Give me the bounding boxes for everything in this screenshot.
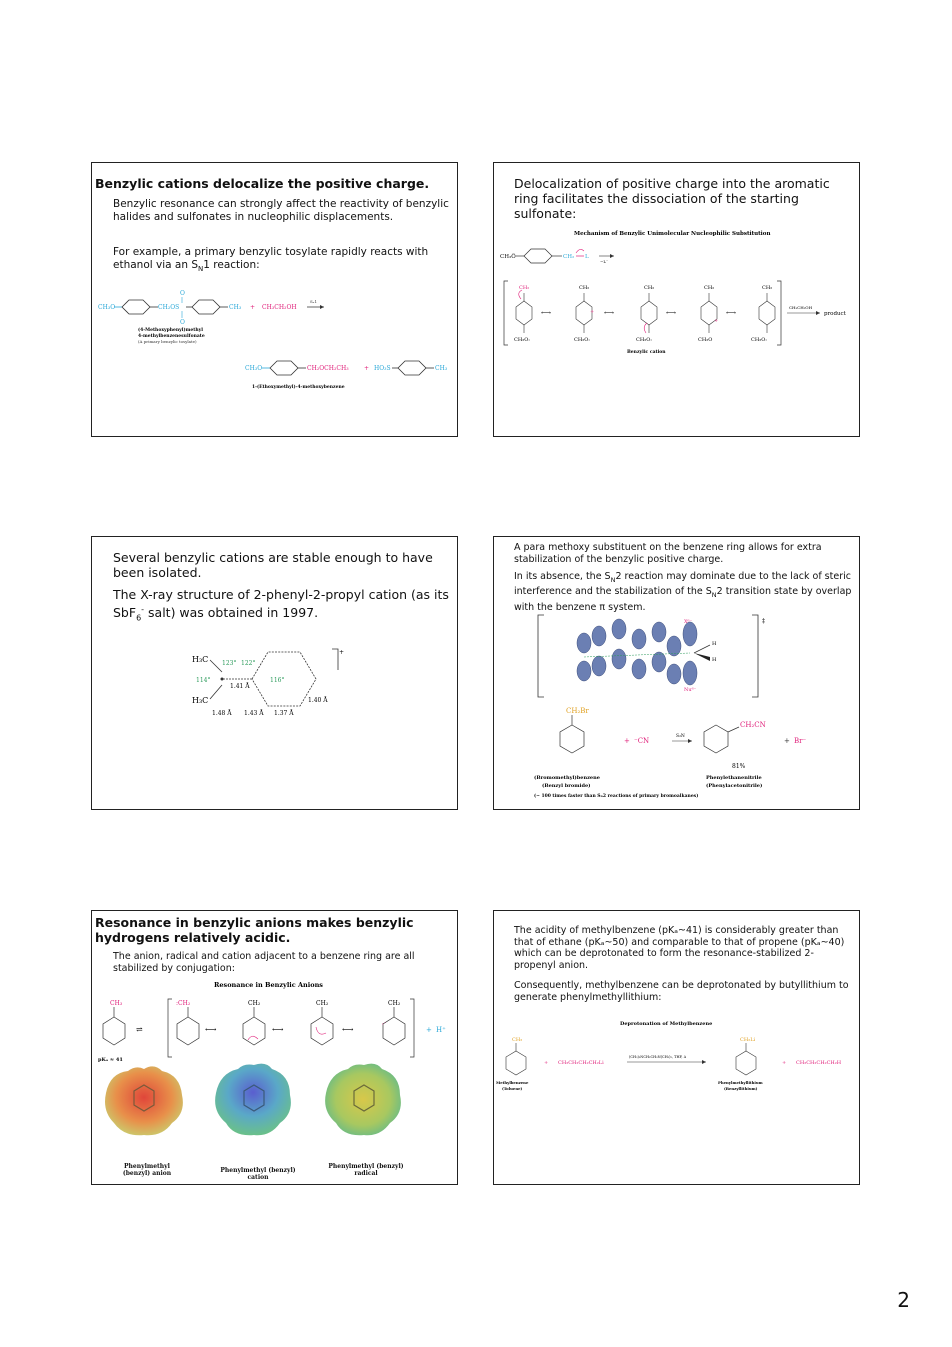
svg-text:Mechanism of Benzylic Unimolec: Mechanism of Benzylic Unimolecular Nucleophilic Substitution bbox=[574, 231, 771, 237]
svg-text:(Bromomethyl)benzene: (Bromomethyl)benzene bbox=[534, 775, 600, 781]
svg-text:⇌: ⇌ bbox=[136, 1025, 143, 1034]
svg-text:pKₐ ≈ 41: pKₐ ≈ 41 bbox=[98, 1057, 123, 1063]
map-caption: Phenylmethyl (benzyl) anion bbox=[122, 1163, 172, 1177]
svg-text:1.40 Å: 1.40 Å bbox=[308, 697, 328, 704]
svg-text:123°: 123° bbox=[222, 660, 237, 667]
slide-title: Resonance in benzylic anions makes benzylic hydrogens relatively acidic. bbox=[95, 915, 414, 945]
svg-text:CH₂: CH₂ bbox=[388, 1000, 401, 1007]
svg-text:CH₂: CH₂ bbox=[316, 1000, 329, 1007]
svg-text:CH₂Br: CH₂Br bbox=[566, 707, 589, 715]
sn1-mechanism-figure bbox=[494, 223, 861, 433]
svg-text:114°: 114° bbox=[196, 677, 211, 684]
svg-text:(Toluene): (Toluene) bbox=[502, 1086, 523, 1091]
svg-text:O: O bbox=[180, 290, 185, 297]
p-orbital-lobes bbox=[577, 619, 697, 685]
svg-text:CH₃O:: CH₃O: bbox=[636, 337, 652, 343]
slide-delocalization bbox=[493, 162, 860, 437]
svg-text:CH₃O: CH₃O bbox=[245, 365, 263, 372]
electrostatic-map-anion bbox=[105, 1066, 183, 1135]
svg-text:CH₂: CH₂ bbox=[248, 1000, 261, 1007]
page-number: 2 bbox=[897, 1288, 910, 1312]
svg-text:+: + bbox=[426, 1026, 432, 1034]
svg-text:−L⁻: −L⁻ bbox=[600, 259, 609, 264]
svg-text:+: + bbox=[339, 649, 345, 656]
svg-text:⟷: ⟷ bbox=[666, 309, 677, 317]
anion-resonance-figure bbox=[92, 977, 459, 1185]
svg-text:Br⁻: Br⁻ bbox=[794, 737, 807, 745]
svg-text:CH₃O:: CH₃O: bbox=[574, 337, 590, 343]
svg-text:81%: 81% bbox=[732, 763, 746, 770]
slide-benzylic-anions bbox=[91, 910, 458, 1185]
svg-text::⁻: :⁻ bbox=[382, 1021, 387, 1027]
svg-text:1-(Ethoxymethyl)-4-methoxybenz: 1-(Ethoxymethyl)-4-methoxybenzene bbox=[252, 385, 345, 390]
svg-text:(Phenylacetonitrile): (Phenylacetonitrile) bbox=[706, 783, 763, 789]
svg-text:⟷: ⟷ bbox=[272, 1025, 284, 1034]
slide-deprotonation bbox=[493, 910, 860, 1185]
svg-text:CH₃: CH₃ bbox=[229, 304, 242, 311]
svg-text:4-methylbenzenesulfonate: 4-methylbenzenesulfonate bbox=[138, 334, 205, 339]
slide-isolated-cations bbox=[91, 536, 458, 810]
svg-text:CH₂OS: CH₂OS bbox=[158, 304, 180, 311]
cation-structure-figure bbox=[182, 642, 362, 722]
paragraph: Benzylic resonance can strongly affect the reactivity of benzylic halides and sulfonates in nucleophilic displacements. bbox=[113, 198, 449, 223]
paragraph: Several benzylic cations are stable enough to have been isolated. bbox=[113, 550, 433, 580]
svg-text:CH₃O: CH₃O bbox=[698, 337, 713, 343]
svg-text:HO₃S: HO₃S bbox=[374, 365, 391, 372]
svg-text:⟷: ⟷ bbox=[342, 1025, 354, 1034]
svg-text:CH₃: CH₃ bbox=[512, 1037, 523, 1043]
svg-text:⁻CN: ⁻CN bbox=[634, 737, 650, 745]
map-caption: Phenylmethyl (benzyl) radical bbox=[328, 1163, 404, 1177]
svg-text:CH₃Ö: CH₃Ö bbox=[500, 254, 516, 260]
svg-text:116°: 116° bbox=[270, 677, 285, 684]
svg-text:+: + bbox=[624, 737, 630, 745]
svg-text:(A primary benzylic tosylate): (A primary benzylic tosylate) bbox=[138, 339, 197, 344]
svg-text:H: H bbox=[712, 641, 717, 647]
svg-text:CH₂CN: CH₂CN bbox=[740, 721, 766, 729]
paragraph: The acidity of methylbenzene (pKₐ~41) is considerably greater than that of ethane (pKₐ~50) and comparable to that of propene (pKₐ~40) which can be deprotonated to form the resonance-stabilized 2-propenyl anion. bbox=[514, 925, 845, 971]
svg-text:CH₂: CH₂ bbox=[644, 285, 655, 291]
svg-text:CH₃O: CH₃O bbox=[98, 304, 116, 311]
svg-text:Deprotonation of Methylbenzene: Deprotonation of Methylbenzene bbox=[620, 1021, 713, 1027]
resonance-structures bbox=[514, 285, 775, 343]
svg-text:L: L bbox=[585, 254, 589, 260]
svg-text:CH₃O:: CH₃O: bbox=[751, 337, 767, 343]
svg-text:H: H bbox=[712, 657, 717, 663]
svg-text:CH₃CH₂CH₂CH₂Li: CH₃CH₂CH₂CH₂Li bbox=[558, 1060, 604, 1066]
transition-state-figure bbox=[534, 611, 764, 703]
paragraph: Delocalization of positive charge into the aromatic ring facilitates the dissociation of the starting sulfonate: bbox=[514, 176, 830, 221]
svg-text:H₃C: H₃C bbox=[192, 696, 209, 705]
svg-text:1.43 Å: 1.43 Å bbox=[244, 710, 264, 717]
svg-text:(Benzyl bromide): (Benzyl bromide) bbox=[542, 783, 591, 789]
svg-text:Resonance in Benzylic Anions: Resonance in Benzylic Anions bbox=[214, 981, 323, 989]
tosylate-reaction-figure bbox=[92, 283, 459, 433]
svg-text:S₂N: S₂N bbox=[676, 734, 685, 739]
benzyl-bromide-reaction bbox=[494, 705, 861, 805]
svg-text:+: + bbox=[782, 1060, 787, 1066]
slide-benzylic-cations bbox=[91, 162, 458, 437]
svg-text:1.41 Å: 1.41 Å bbox=[230, 683, 250, 690]
svg-text:(~ 100 times faster than Sₙ2 r: (~ 100 times faster than Sₙ2 reactions of primary bromoalkanes) bbox=[534, 794, 699, 799]
svg-text:+: + bbox=[590, 309, 595, 315]
svg-text:⟷: ⟷ bbox=[726, 309, 737, 317]
svg-text:+: + bbox=[250, 304, 256, 311]
svg-text:CH₂: CH₂ bbox=[563, 254, 575, 260]
svg-text:⟷: ⟷ bbox=[604, 309, 615, 317]
svg-text:CH₂Li: CH₂Li bbox=[740, 1037, 756, 1043]
svg-text:CH₃: CH₃ bbox=[435, 365, 448, 372]
svg-text:CH₂OCH₂CH₃: CH₂OCH₂CH₃ bbox=[307, 365, 349, 372]
svg-text:Nu⁶⁻: Nu⁶⁻ bbox=[684, 687, 697, 693]
svg-text:Methylbenzene: Methylbenzene bbox=[496, 1080, 529, 1085]
svg-text:1.37 Å: 1.37 Å bbox=[274, 710, 294, 717]
svg-text:+: + bbox=[784, 737, 790, 745]
electrostatic-map-cation bbox=[215, 1064, 291, 1136]
paragraph: The anion, radical and cation adjacent to a benzene ring are all stabilized by conjugation: bbox=[113, 951, 415, 974]
svg-text:CH₂: CH₂ bbox=[762, 285, 773, 291]
svg-text::CH₂: :CH₂ bbox=[176, 1000, 191, 1007]
slide-sn2-benzylic bbox=[493, 536, 860, 810]
paragraph: Consequently, methylbenzene can be deprotonated by butyllithium to generate phenylmethyllithium: bbox=[514, 980, 849, 1003]
svg-text:CH₂: CH₂ bbox=[579, 285, 590, 291]
svg-text:CH₃CH₂CH₂CH₂H: CH₃CH₂CH₂CH₂H bbox=[796, 1060, 842, 1066]
map-caption: Phenylmethyl (benzyl) cation bbox=[220, 1167, 296, 1181]
svg-text:CH₃O:: CH₃O: bbox=[514, 337, 530, 343]
svg-text:+: + bbox=[544, 1060, 549, 1066]
svg-text:(4-Methoxyphenyl)methyl: (4-Methoxyphenyl)methyl bbox=[138, 328, 203, 333]
slide-title: Benzylic cations delocalize the positive charge. bbox=[95, 176, 430, 191]
svg-text:(CH₃)₂NCH₂CH₂N(CH₃)₂, THF, Δ: (CH₃)₂NCH₂CH₂N(CH₃)₂, THF, Δ bbox=[629, 1055, 687, 1059]
svg-text:H⁺: H⁺ bbox=[436, 1026, 446, 1034]
deprotonation-figure bbox=[494, 1015, 861, 1105]
svg-text:CH₂: CH₂ bbox=[704, 285, 715, 291]
svg-text:CH₃CH₂OH: CH₃CH₂OH bbox=[262, 304, 297, 311]
svg-text:product: product bbox=[824, 311, 846, 317]
svg-text:+: + bbox=[364, 365, 370, 372]
svg-text:CH₃: CH₃ bbox=[110, 1000, 123, 1007]
electrostatic-map-radical bbox=[325, 1064, 401, 1136]
svg-text:Benzylic cation: Benzylic cation bbox=[627, 350, 666, 355]
svg-text:CH₂: CH₂ bbox=[519, 285, 530, 291]
svg-text:H₃C: H₃C bbox=[192, 655, 209, 664]
paragraph: For example, a primary benzylic tosylate rapidly reacts with ethanol via an $S_N1$ reaction: bbox=[113, 246, 429, 273]
svg-text:CH₃CH₂OH: CH₃CH₂OH bbox=[789, 305, 813, 310]
svg-text:1.48 Å: 1.48 Å bbox=[212, 710, 232, 717]
svg-text:122°: 122° bbox=[241, 660, 256, 667]
svg-text:⟷: ⟷ bbox=[541, 309, 552, 317]
svg-text:⟷: ⟷ bbox=[205, 1025, 217, 1034]
svg-text:Phenylmethyllithium: Phenylmethyllithium bbox=[718, 1080, 763, 1085]
paragraph: The X-ray structure of 2-phenyl-2-propyl cation (as its SbF$_6$- salt) was obtained in 1997. bbox=[113, 587, 449, 623]
paragraph: A para methoxy substituent on the benzene ring allows for extra stabilization of the benzylic positive charge. bbox=[514, 542, 822, 565]
svg-text:+: + bbox=[714, 318, 719, 324]
svg-text:O: O bbox=[180, 319, 185, 326]
svg-text:Sₙ1: Sₙ1 bbox=[310, 299, 318, 304]
svg-text:X⁶⁻: X⁶⁻ bbox=[684, 619, 693, 625]
svg-text:Phenylethanenitrile: Phenylethanenitrile bbox=[706, 775, 762, 781]
paragraph: In its absence, the $S_N2$ reaction may dominate due to the lack of steric interference and the stabilization of the $S_N2$ transition state by overlap with the benzene π system. bbox=[514, 571, 852, 613]
svg-text:(Benzyllithium): (Benzyllithium) bbox=[724, 1086, 758, 1091]
svg-text:‡: ‡ bbox=[762, 618, 765, 625]
